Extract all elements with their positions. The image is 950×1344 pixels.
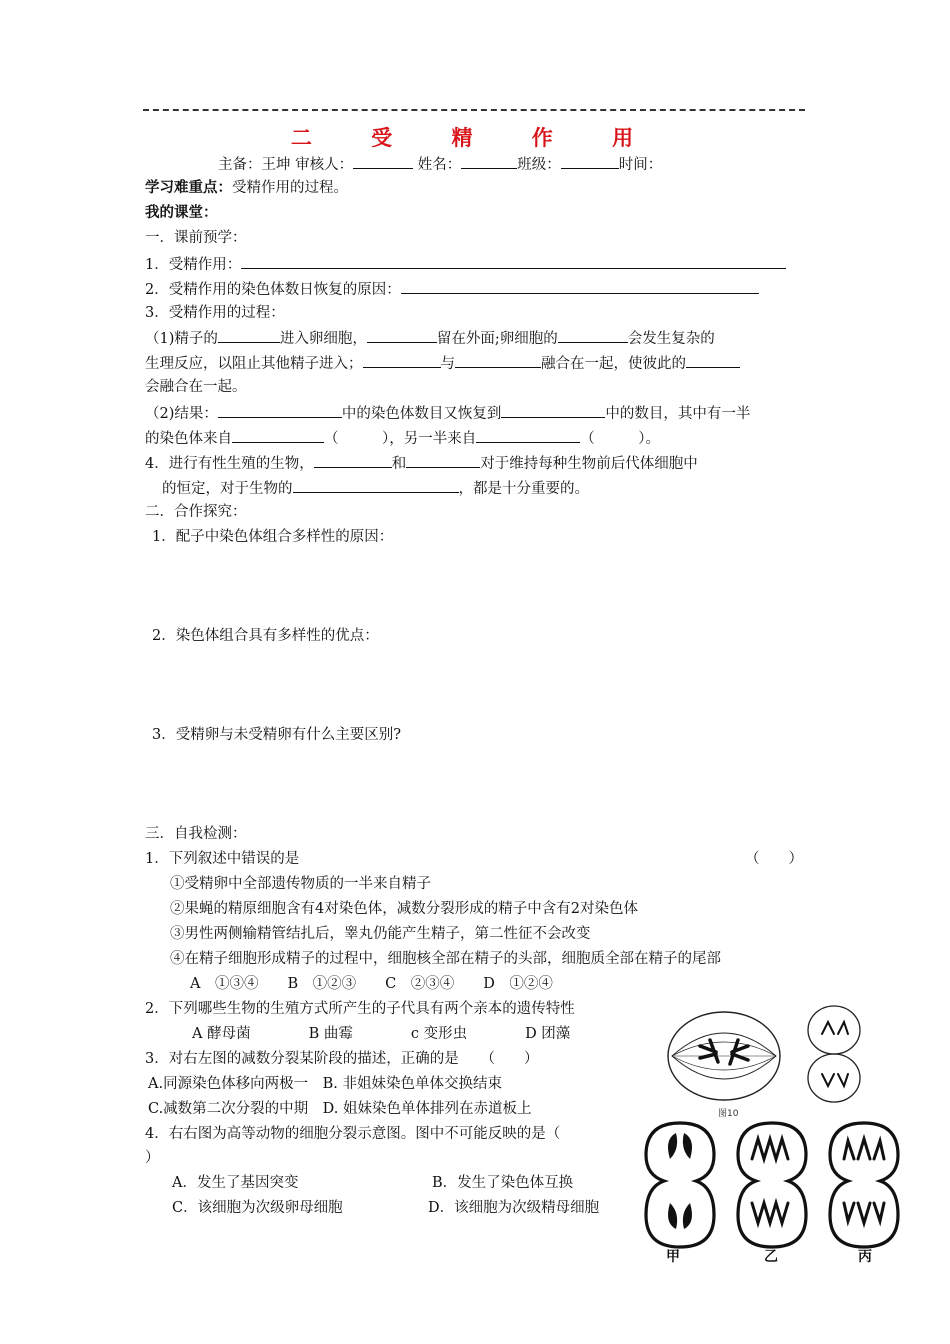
s3-q1-option3: ③男性两侧输精管结扎后，睾丸仍能产生精子，第二性征不会改变 [170, 926, 591, 942]
header-line: 主备：王坤 审核人： 姓名： 班级： 时间： [218, 153, 662, 175]
s3-q3: 3．对右左图的减数分裂某阶段的描述，正确的是 （ ） [145, 1051, 539, 1067]
s1-q4-line1: 4．进行有性生殖的生物， 和 对于维持每种生物前后代体细胞中 [145, 452, 698, 474]
blank[interactable] [501, 402, 605, 418]
section1-heading: 一．课前预学： [145, 230, 247, 246]
s3-q1-option1: ①受精卵中全部遗传物质的一半来自精子 [170, 876, 431, 892]
class-blank[interactable] [561, 153, 619, 169]
section2-heading: 二．合作探究： [145, 504, 247, 520]
s2-q2: 2．染色体组合具有多样性的优点： [152, 628, 379, 644]
blank[interactable] [455, 352, 541, 368]
blank[interactable] [363, 352, 441, 368]
s3-q1: 1．下列叙述中错误的是 [145, 851, 300, 867]
blank[interactable] [218, 327, 280, 343]
s3-q4-option-c: C．该细胞为次级卵母细胞 [172, 1200, 343, 1216]
s1-q3: 3．受精作用的过程： [145, 305, 285, 321]
s1-q2-blank[interactable] [401, 278, 759, 294]
blank[interactable] [686, 352, 740, 368]
s3-q4-option-a: A．发生了基因突变 [172, 1175, 299, 1191]
s3-q2: 2．下列哪些生物的生殖方式所产生的子代具有两个亲本的遗传特性 [145, 1001, 575, 1017]
cell-label-bing: 丙 [858, 1249, 872, 1265]
s2-q1: 1．配子中染色体组合多样性的原因： [152, 529, 394, 545]
s1-q1: 1．受精作用： [145, 253, 786, 275]
s3-q4-option-b: B．发生了染色体互换 [432, 1175, 574, 1191]
blank[interactable] [367, 327, 437, 343]
s2-q3: 3．受精卵与未受精卵有什么主要区别? [152, 727, 401, 743]
s3-q1-choices: A ①③④ B ①②③ C ②③④ D ①②④ [190, 976, 553, 992]
s1-q2: 2．受精作用的染色体数日恢复的原因： [145, 278, 759, 300]
s1-p2-line2: 的染色体来自 （ ），另一半来自 （ ）。 [145, 427, 660, 449]
s1-p2-line1: （2)结果： 中的染色体数目又恢复到 中的数目，其中有一半 [145, 402, 750, 424]
s3-q4: 4．右右图为高等动物的细胞分裂示意图。图中不可能反映的是（ [145, 1126, 561, 1142]
s3-q2-choices: A 酵母菌 B 曲霉 c 变形虫 D 团藻 [192, 1026, 571, 1042]
s3-q4-cont: ） [145, 1150, 160, 1166]
name-blank[interactable] [461, 153, 517, 169]
reviewer-blank[interactable] [353, 153, 413, 169]
blank[interactable] [558, 327, 628, 343]
blank[interactable] [232, 427, 324, 443]
s1-p1-line2: 生理反应，以阻止其他精子进入； 与 融合在一起，使彼此的 [145, 352, 740, 374]
s3-q3-ab: A.同源染色体移向两极一 B. 非姐妹染色单体交换结束 [148, 1076, 502, 1092]
s3-q1-option2: ②果蝇的精原细胞含有4对染色体，减数分裂形成的精子中含有2对染色体 [170, 901, 638, 917]
s3-q3-cd: C.减数第二次分裂的中期 D. 姐妹染色单体排列在赤道板上 [148, 1101, 532, 1117]
s1-p1-line1: （1)精子的 进入卵细胞， 留在外面;卵细胞的 会发生复杂的 [145, 327, 715, 349]
s1-q4-line2: 的恒定，对于生物的 ，都是十分重要的。 [162, 477, 589, 499]
figure-small-label: 图10 [718, 1109, 739, 1119]
blank[interactable] [293, 477, 459, 493]
blank[interactable] [476, 427, 580, 443]
my-class-heading: 我的课堂： [145, 205, 218, 221]
top-dashed-rule [143, 109, 805, 111]
s1-p1-line3: 会融合在一起。 [145, 379, 247, 395]
s1-q1-blank[interactable] [241, 253, 786, 269]
blank[interactable] [406, 452, 480, 468]
cell-label-yi: 乙 [764, 1249, 778, 1265]
s3-q4-option-d: D．该细胞为次级精母细胞 [428, 1200, 600, 1216]
key-points: 学习难重点：受精作用的过程。 [145, 180, 348, 196]
blank[interactable] [218, 402, 342, 418]
cell-division-figure [636, 1115, 916, 1265]
meiosis-figure-top [652, 990, 882, 1120]
s3-q1-option4: ④在精子细胞形成精子的过程中，细胞核全部在精子的头部，细胞质全部在精子的尾部 [170, 951, 721, 967]
cell-label-jia: 甲 [666, 1249, 680, 1265]
blank[interactable] [314, 452, 392, 468]
page-title: 二 受 精 作 用 [290, 126, 660, 150]
s3-q1-answer-paren[interactable]: （ ） [745, 851, 803, 867]
section3-heading: 三．自我检测： [145, 826, 247, 842]
